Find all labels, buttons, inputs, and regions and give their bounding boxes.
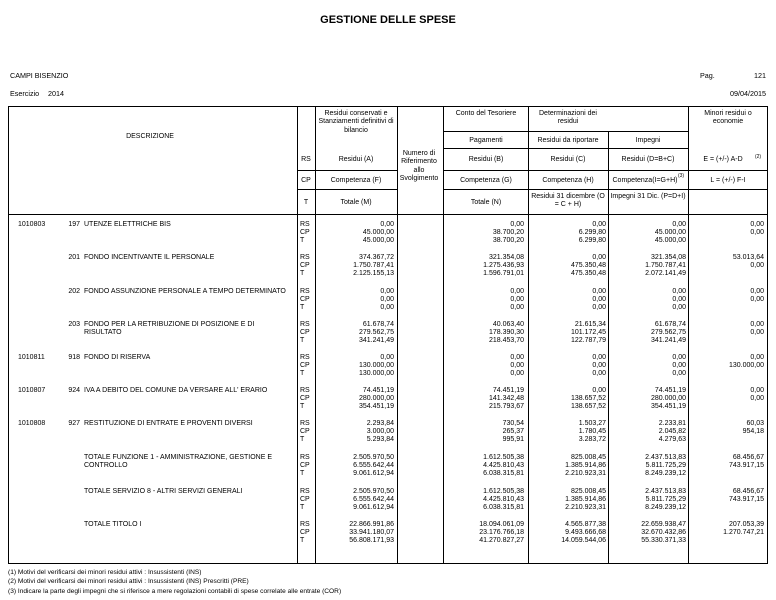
value-c-cp: 6.299,80 [578,229,606,237]
value-c-rs: 1.503,27 [578,420,606,427]
band-rule-cp-b [443,189,768,190]
value-e-rs: 0,00 [750,387,764,394]
value-b-rs: 730,54 [502,420,524,427]
value-d-t: 0,00 [672,304,686,312]
row-description: UTENZE ELETTRICHE BIS [84,221,171,228]
value-a-t: 354.451,19 [358,403,394,411]
subheader-rule [443,131,688,132]
row-rs-label: RS [300,221,310,228]
row-t-label: T [300,504,305,512]
value-c-rs: 0,00 [592,221,606,228]
ente-name: CAMPI BISENZIO [10,71,69,80]
value-c-cp: 101.172,45 [570,329,606,337]
value-d-cp: 2.045,82 [658,428,686,436]
value-b-rs: 321.354,08 [488,254,524,261]
row-cp-label: CP [300,428,310,436]
row-rs-label: RS [300,321,310,328]
row-t-label: T [300,270,305,278]
col-residui-conservati: Residui conservati e Stanziamenti definitivi di bilancio [318,110,394,134]
value-d-t: 45.000,00 [654,237,686,245]
value-a-rs: 2.505.970,50 [353,488,394,495]
value-b-t: 1.596.791,01 [483,270,524,278]
page-title: GESTIONE DELLE SPESE [320,14,456,26]
value-e-rs: 207.053,39 [728,521,764,528]
row-t-label: T [300,470,305,478]
col-descrizione: DESCRIZIONE [126,133,174,140]
value-e-cp: 743.917,15 [728,462,764,470]
value-b-t: 6.038.315,81 [483,470,524,478]
row-number: 203 [68,321,80,328]
row-description: FONDO INCENTIVANTE IL PERSONALE [84,254,215,261]
value-b-rs: 18.094.061,09 [479,521,524,528]
hdr-e-formula: E = (+/-) A-D [703,156,743,163]
esercizio-year: 2014 [48,89,64,98]
value-d-cp: 5.811.725,29 [645,462,686,470]
value-b-cp: 4.425.810,43 [483,496,524,504]
value-e-cp: 0,00 [750,329,764,337]
value-e-rs: 0,00 [750,288,764,295]
band-rule-rs-a [297,170,397,171]
value-d-cp: 0,00 [672,362,686,370]
value-b-rs: 0,00 [510,221,524,228]
value-a-cp: 6.555.642,44 [353,462,394,470]
value-b-cp: 178.390,30 [488,329,524,337]
value-c-t: 0,00 [592,304,606,312]
value-c-rs: 0,00 [592,354,606,361]
value-a-t: 0,00 [380,304,394,312]
value-d-rs: 321.354,08 [650,254,686,261]
value-b-cp: 265,37 [502,428,524,436]
value-d-t: 0,00 [672,370,686,378]
value-b-rs: 0,00 [510,354,524,361]
row-rs-label: RS [300,488,310,495]
value-d-cp: 32.670.432,86 [641,529,686,537]
value-d-cp: 280.000,00 [650,395,686,403]
row-code: 1010803 [18,221,46,228]
hdr-residui-d: Residui (D=B+C) [621,156,675,163]
row-code: 1010808 [18,420,46,427]
row-cp-label: CP [300,462,310,470]
row-cp-label: CP [300,395,310,403]
value-e-cp: 1.270.747,21 [723,529,764,537]
value-a-rs: 0,00 [380,354,394,361]
value-a-t: 56.808.171,93 [349,537,394,545]
col-minori-residui: Minori residui o economie [704,110,752,126]
value-b-t: 41.270.827,27 [479,537,524,545]
value-a-t: 5.293,84 [366,436,394,444]
subheader-rule-2 [443,148,688,149]
col-residui-riportare: Residui da riportare [537,137,599,144]
value-d-t: 341.241,49 [650,337,686,345]
band-rule-cp-a [297,189,397,190]
value-c-cp: 1.385.914,86 [565,496,606,504]
value-a-t: 9.061.612,94 [353,504,394,512]
value-c-cp: 0,00 [592,362,606,370]
row-description: TOTALE TITOLO I [84,521,142,528]
value-c-rs: 0,00 [592,288,606,295]
value-d-rs: 2.233,81 [658,420,686,427]
row-number: 201 [68,254,80,261]
row-t-label: T [300,436,305,444]
value-b-t: 0,00 [510,304,524,312]
value-b-t: 995,91 [502,436,524,444]
row-cp-label: CP [300,229,310,237]
value-c-t: 3.283,72 [578,436,606,444]
row-t-label: T [300,237,305,245]
value-b-t: 6.038.315,81 [483,504,524,512]
value-e-rs: 68.456,67 [732,454,764,461]
row-number: 197 [68,221,80,228]
value-c-rs: 0,00 [592,387,606,394]
value-a-rs: 61.678,74 [362,321,394,328]
value-a-t: 45.000,00 [362,237,394,245]
hdr-cp: CP [301,177,311,184]
value-b-cp: 0,00 [510,296,524,304]
value-c-rs: 825.008,45 [570,454,606,461]
value-a-t: 341.241,49 [358,337,394,345]
value-b-rs: 40.063,40 [492,321,524,328]
value-b-t: 218.453,70 [488,337,524,345]
value-b-cp: 141.342,48 [488,395,524,403]
value-b-cp: 0,00 [510,362,524,370]
value-b-rs: 74.451,19 [492,387,524,394]
hdr-t: T [303,199,309,206]
value-d-rs: 74.451,19 [654,387,686,394]
value-a-rs: 0,00 [380,221,394,228]
value-c-t: 0,00 [592,370,606,378]
row-description: TOTALE SERVIZIO 8 - ALTRI SERVIZI GENERALI [84,488,243,495]
value-d-cp: 1.750.787,41 [645,262,686,270]
row-t-label: T [300,537,305,545]
value-d-t: 2.072.141,49 [645,270,686,278]
value-a-t: 2.125.155,13 [353,270,394,278]
footnote-3: (3) Indicare la parte degli impegni che si riferisce a mere regolazioni contabili di spese correlate alle entrate (COR) [8,587,342,595]
value-a-cp: 1.750.787,41 [353,262,394,270]
value-c-rs: 825.008,45 [570,488,606,495]
row-rs-label: RS [300,254,310,261]
value-b-cp: 4.425.810,43 [483,462,524,470]
value-a-rs: 0,00 [380,288,394,295]
row-rs-label: RS [300,420,310,427]
value-d-cp: 279.562,75 [650,329,686,337]
row-cp-label: CP [300,262,310,270]
hdr-residui-c: Residui (C) [550,156,586,163]
value-a-t: 130.000,00 [358,370,394,378]
value-d-cp: 0,00 [672,296,686,304]
row-rs-label: RS [300,521,310,528]
value-e-cp: 0,00 [750,262,764,270]
value-b-rs: 1.612.505,38 [483,454,524,461]
value-b-cp: 1.275.436,93 [483,262,524,270]
hdr-competenza-h: Competenza (H) [542,177,594,184]
value-d-rs: 0,00 [672,288,686,295]
hdr-competenza-f: Competenza (F) [330,177,382,184]
row-number: 924 [68,387,80,394]
value-a-cp: 45.000,00 [362,229,394,237]
value-e-cp: 0,00 [750,229,764,237]
hdr-competenza-i-note: (3) [677,173,685,179]
value-c-t: 138.657,52 [570,403,606,411]
hdr-rs: RS [301,156,311,163]
page-number: 121 [754,71,766,80]
value-a-cp: 130.000,00 [358,362,394,370]
value-b-cp: 38.700,20 [492,229,524,237]
row-t-label: T [300,337,305,345]
value-c-t: 2.210.923,31 [565,504,606,512]
value-c-t: 122.787,79 [570,337,606,345]
hdr-l-formula: L = (+/-) F-I [710,177,746,184]
hdr-residui-31: Residui 31 dicembre (O = C + H) [531,193,605,209]
value-c-rs: 0,00 [592,254,606,261]
value-a-cp: 3.000,00 [366,428,394,436]
header-bottom-rule [8,214,768,215]
value-a-rs: 374.367,72 [358,254,394,261]
esercizio-label: Esercizio [10,89,40,98]
row-number: 927 [68,420,80,427]
value-d-rs: 2.437.513,83 [645,454,686,461]
row-cp-label: CP [300,362,310,370]
value-c-t: 2.210.923,31 [565,470,606,478]
value-b-t: 215.793,67 [488,403,524,411]
col-determinazioni: Determinazioni dei residui [539,110,597,126]
row-rs-label: RS [300,288,310,295]
hdr-e-note: (2) [754,154,762,160]
row-t-label: T [300,403,305,411]
hdr-competenza-i: Competenza(I=G+H) [612,177,678,184]
value-b-cp: 23.176.766,18 [479,529,524,537]
divider-rs-col [297,106,298,564]
value-c-cp: 138.657,52 [570,395,606,403]
col-impegni: Impegni [635,137,661,144]
row-description: TOTALE FUNZIONE 1 - AMMINISTRAZIONE, GESTIONE E CONTROLLO [84,454,272,470]
hdr-totale-n: Totale (N) [470,199,502,206]
value-c-t: 475.350,48 [570,270,606,278]
value-c-cp: 0,00 [592,296,606,304]
value-e-rs: 0,00 [750,221,764,228]
row-code: 1010807 [18,387,46,394]
value-a-cp: 280.000,00 [358,395,394,403]
value-a-cp: 6.555.642,44 [353,496,394,504]
value-d-rs: 0,00 [672,354,686,361]
value-b-t: 0,00 [510,370,524,378]
value-d-rs: 2.437.513,83 [645,488,686,495]
value-a-cp: 279.562,75 [358,329,394,337]
row-rs-label: RS [300,454,310,461]
hdr-totale-m: Totale (M) [340,199,372,206]
value-e-cp: 130.000,00 [728,362,764,370]
value-a-rs: 74.451,19 [362,387,394,394]
value-d-t: 55.330.371,33 [641,537,686,545]
value-a-rs: 2.293,84 [366,420,394,427]
value-c-rs: 21.615,34 [574,321,606,328]
hdr-impegni-31: Impegni 31 Dic. (P=D+I) [610,193,686,200]
value-d-t: 8.249.239,12 [645,504,686,512]
value-e-rs: 53.013,64 [732,254,764,261]
value-d-cp: 45.000,00 [654,229,686,237]
row-t-label: T [300,370,305,378]
divider-tesoriere-col [443,106,444,564]
value-e-cp: 743.917,15 [728,496,764,504]
row-rs-label: RS [300,354,310,361]
value-c-rs: 4.565.877,38 [565,521,606,528]
row-cp-label: CP [300,296,310,304]
footnote-1: (1) Motivi del verificarsi dei minori residui attivi : Insussistenti (INS) [8,569,202,576]
value-d-t: 354.451,19 [650,403,686,411]
row-description: FONDO ASSUNZIONE PERSONALE A TEMPO DETERMINATO [84,288,286,295]
value-e-rs: 68.456,67 [732,488,764,495]
value-c-cp: 1.780,45 [578,428,606,436]
row-description: FONDO PER LA RETRIBUZIONE DI POSIZIONE E DI RISULTATO [84,321,255,337]
value-a-rs: 2.505.970,50 [353,454,394,461]
value-b-rs: 0,00 [510,288,524,295]
row-number: 918 [68,354,80,361]
value-e-rs: 60,03 [746,420,764,427]
value-a-cp: 33.941.180,07 [349,529,394,537]
hdr-residui-b: Residui (B) [468,156,504,163]
value-b-rs: 1.612.505,38 [483,488,524,495]
value-e-cp: 0,00 [750,395,764,403]
value-a-rs: 22.866.991,86 [349,521,394,528]
value-a-t: 9.061.612,94 [353,470,394,478]
value-e-rs: 0,00 [750,321,764,328]
value-c-t: 6.299,80 [578,237,606,245]
row-code: 1010811 [18,354,45,361]
hdr-competenza-g: Competenza (G) [460,177,512,184]
row-cp-label: CP [300,496,310,504]
row-description: IVA A DEBITO DEL COMUNE DA VERSARE ALL' ERARIO [84,387,268,394]
value-d-rs: 22.659.938,47 [641,521,686,528]
value-e-cp: 0,00 [750,296,764,304]
col-pagamenti: Pagamenti [469,137,503,144]
row-rs-label: RS [300,387,310,394]
value-c-cp: 1.385.914,86 [565,462,606,470]
value-d-rs: 0,00 [672,221,686,228]
value-d-rs: 61.678,74 [654,321,686,328]
row-description: RESTITUZIONE DI ENTRATE E PROVENTI DIVERSI [84,420,253,427]
value-c-t: 14.059.544,06 [561,537,606,545]
footnote-2: (2) Motivi del verificarsi dei minori residui attivi : Insussistenti (INS) Prescritti (PRE) [8,578,249,586]
value-d-cp: 5.811.725,29 [645,496,686,504]
row-cp-label: CP [300,529,310,537]
value-b-t: 38.700,20 [492,237,524,245]
value-e-rs: 0,00 [750,354,764,361]
hdr-residui-a: Residui (A) [338,156,374,163]
col-numero-riferimento: Numero di Riferimento allo Svolgimento [399,150,439,182]
print-date: 09/04/2015 [730,89,766,98]
row-cp-label: CP [300,329,310,337]
value-c-cp: 9.493.666,68 [565,529,606,537]
value-d-t: 4.279,63 [658,436,686,444]
row-description: FONDO DI RISERVA [84,354,151,361]
value-e-cp: 954,18 [742,428,764,436]
row-number: 202 [68,288,80,295]
page-label: Pag. [700,71,715,80]
value-c-cp: 475.350,48 [570,262,606,270]
value-d-t: 8.249.239,12 [645,470,686,478]
value-a-cp: 0,00 [380,296,394,304]
band-rule-rs-b [443,170,768,171]
col-conto-tesoriere: Conto del Tesoriere [455,110,517,117]
row-t-label: T [300,304,305,312]
